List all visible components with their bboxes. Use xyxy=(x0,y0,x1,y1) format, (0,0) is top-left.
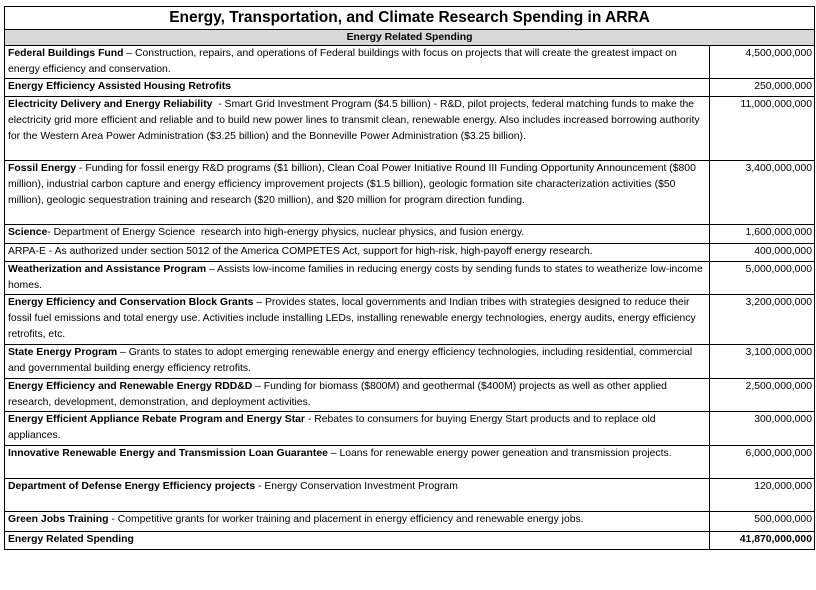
program-description: - Department of Energy Science research into high-energy physics, nuclear physics, and fusion energy. xyxy=(47,227,525,238)
program-name: Department of Defense Energy Efficiency projects xyxy=(8,481,256,492)
subheading-row xyxy=(5,30,815,46)
program-description-cell xyxy=(5,295,710,345)
table-row xyxy=(5,512,815,532)
program-description-cell xyxy=(5,97,710,161)
table-row xyxy=(5,262,815,295)
total-label: Energy Related Spending xyxy=(5,532,710,550)
program-description-cell xyxy=(5,412,710,446)
program-name: State Energy Program xyxy=(8,347,118,358)
program-name: Green Jobs Training xyxy=(8,514,109,525)
program-description: – Grants to states to adopt emerging renewable energy and energy efficiency technologies, including residential, commercial and governmental building energy efficiency retrofits. xyxy=(8,347,696,374)
amount-cell: 3,200,000,000 xyxy=(710,295,815,345)
program-description-cell xyxy=(5,262,710,295)
amount-cell: 11,000,000,000 xyxy=(710,97,815,161)
program-description-cell xyxy=(5,161,710,225)
program-description: – Provides states, local governments and Indian tribes with strategies designed to reduce their fossil fuel emissions and total energy use. Activities include installing LEDs, installing renewable energy technologies, energy audits, energy efficiency retrofits, etc. xyxy=(8,297,699,340)
program-description: - Funding for fossil energy R&D programs ($1 billion), Clean Coal Power Initiative Round III Funding Opportunity Announcement ($800 million), industrial carbon capture and energy efficiency improvement projects ($1.5 billion), geologic formation site characterization activities ($50 million), geologic sequestration training and research ($20 million), and $20 million for program direction funding. xyxy=(8,163,699,206)
spreadsheet xyxy=(4,6,814,550)
section-heading: Energy Related Spending xyxy=(5,30,815,46)
amount-cell: 6,000,000,000 xyxy=(710,446,815,479)
total-amount: 41,870,000,000 xyxy=(710,532,815,550)
title-row xyxy=(5,7,815,30)
program-description-cell xyxy=(5,79,710,97)
amount-cell: 4,500,000,000 xyxy=(710,46,815,79)
table-row xyxy=(5,46,815,79)
amount-cell: 120,000,000 xyxy=(710,479,815,512)
program-name: Energy Efficient Appliance Rebate Program and Energy Star xyxy=(8,414,305,425)
program-name: Energy Efficiency Assisted Housing Retrofits xyxy=(8,81,232,92)
table-row xyxy=(5,295,815,345)
program-description: ARPA-E - As authorized under section 5012 of the America COMPETES Act, support for high-risk, high-payoff energy research. xyxy=(8,246,593,257)
program-name: Weatherization and Assistance Program xyxy=(8,264,207,275)
program-name: Fossil Energy xyxy=(8,163,77,174)
program-description-cell xyxy=(5,479,710,512)
total-row xyxy=(5,532,815,550)
program-description: - Rebates to consumers for buying Energy Start products and to replace old appliances. xyxy=(8,414,659,441)
amount-cell: 1,600,000,000 xyxy=(710,225,815,244)
amount-cell: 250,000,000 xyxy=(710,79,815,97)
program-description: - Smart Grid Investment Program ($4.5 billion) - R&D, pilot projects, federal matching funds to make the electricity grid more efficient and reliable and to build new power lines to transmit clean, renewable energy. Also includes increased borrowing authority for the Western Area Power Administration ($3.25 billion) and the Bonneville Power Administration ($3.25 billion). xyxy=(8,99,703,142)
program-name: Science xyxy=(8,227,48,238)
program-name: Energy Efficiency and Conservation Block Grants xyxy=(8,297,254,308)
program-description: – Assists low-income families in reducing energy costs by sending funds to states to weatherize low-income homes. xyxy=(8,264,706,291)
program-description: - Energy Conservation Investment Program xyxy=(255,481,458,492)
program-description-cell xyxy=(5,379,710,412)
table-row xyxy=(5,479,815,512)
program-name: Federal Buildings Fund xyxy=(8,48,124,59)
program-description-cell xyxy=(5,345,710,379)
program-description: - Competitive grants for worker training and placement in energy efficiency and renewable energy jobs. xyxy=(108,514,584,525)
program-name: Energy Efficiency and Renewable Energy RDD&D xyxy=(8,381,253,392)
program-description-cell xyxy=(5,446,710,479)
amount-cell: 500,000,000 xyxy=(710,512,815,532)
amount-cell: 5,000,000,000 xyxy=(710,262,815,295)
table-row xyxy=(5,225,815,244)
program-description: – Construction, repairs, and operations of Federal buildings with focus on projects that will create the greatest impact on energy efficiency and conservation. xyxy=(8,48,680,75)
table-title: Energy, Transportation, and Climate Research Spending in ARRA xyxy=(5,7,815,30)
program-name: Electricity Delivery and Energy Reliability xyxy=(8,99,213,110)
amount-cell: 300,000,000 xyxy=(710,412,815,446)
table-row xyxy=(5,97,815,161)
table-row xyxy=(5,412,815,446)
table-row xyxy=(5,161,815,225)
table-row xyxy=(5,446,815,479)
program-name: Innovative Renewable Energy and Transmission Loan Guarantee xyxy=(8,448,328,459)
program-description: – Funding for biomass ($800M) and geothermal ($400M) projects as well as other applied research, development, demonstration, and deployment activities. xyxy=(8,381,670,408)
amount-cell: 2,500,000,000 xyxy=(710,379,815,412)
table-row xyxy=(5,345,815,379)
amount-cell: 3,100,000,000 xyxy=(710,345,815,379)
program-description-cell xyxy=(5,225,710,244)
table-row xyxy=(5,244,815,262)
program-description: – Loans for renewable energy power geneation and transmission projects. xyxy=(327,448,672,459)
program-description-cell xyxy=(5,46,710,79)
amount-cell: 3,400,000,000 xyxy=(710,161,815,225)
program-description-cell xyxy=(5,512,710,532)
amount-cell: 400,000,000 xyxy=(710,244,815,262)
table-row xyxy=(5,379,815,412)
table-row xyxy=(5,79,815,97)
program-description-cell xyxy=(5,244,710,262)
spending-table xyxy=(4,6,815,550)
